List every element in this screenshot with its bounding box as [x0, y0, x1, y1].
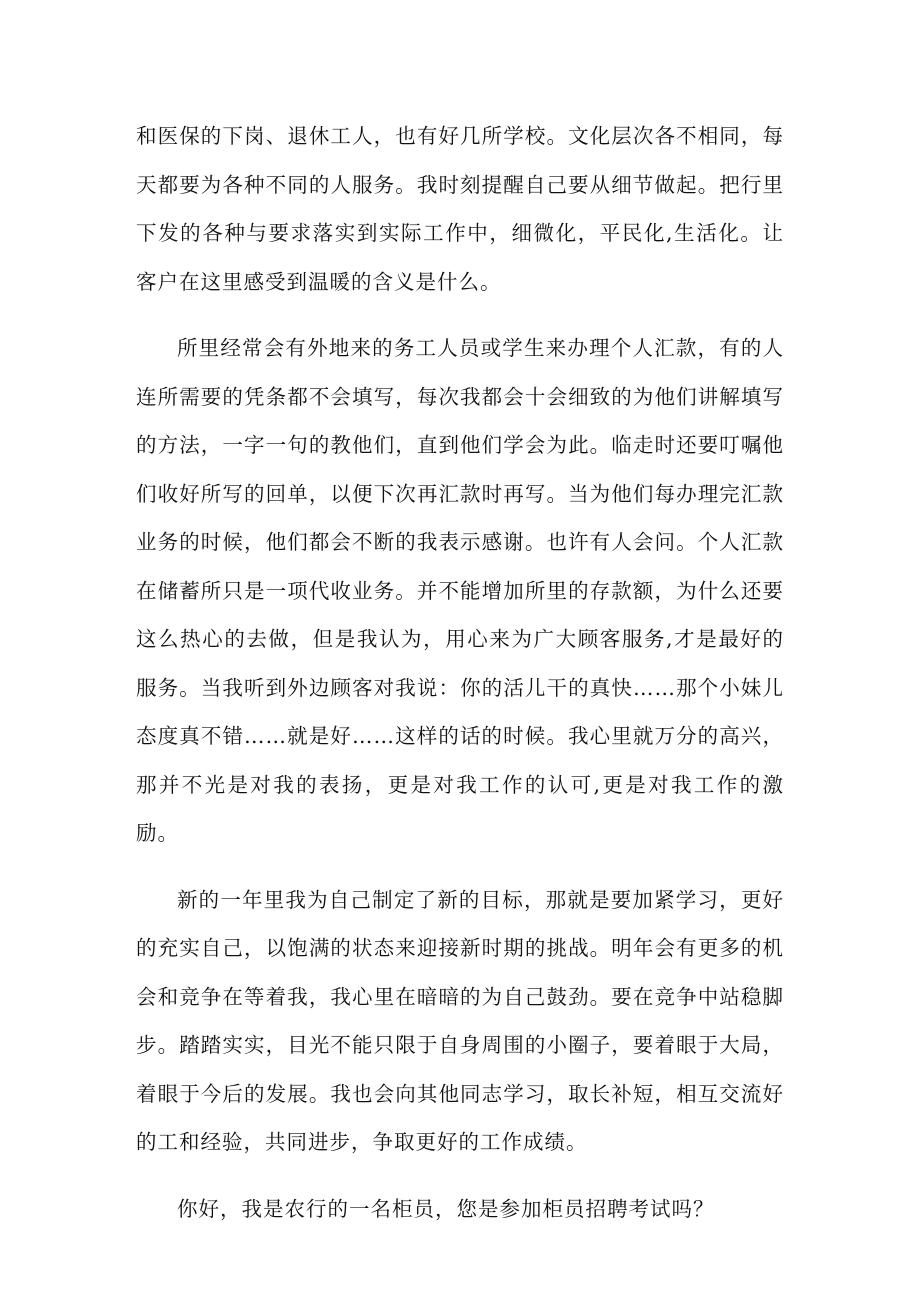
paragraph-4: 你好，我是农行的一名柜员，您是参加柜员招聘考试吗？	[177, 1196, 715, 1221]
paragraph-1: 和医保的下岗、退休工人，也有好几所学校。文化层次各不相同，每天都要为各种不同的人服务。我时刻提醒自己要从细节做起。把行里下发的各种与要求落实到实际工作中，细微化，平民化,生活化。让客户在这里感受到温暖的含义是什么。	[136, 124, 784, 294]
paragraph-3: 新的一年里我为自己制定了新的目标，那就是要加紧学习，更好的充实自己，以饱满的状态来迎接新时期的挑战。明年会有更多的机会和竞争在等着我，我心里在暗暗的为自己鼓劲。要在竞争中站稳脚步。踏踏实实，目光不能只限于自身周围的小圈子，要着眼于大局，着眼于今后的发展。我也会向其他同志学习，取长补短，相互交流好的工和经验，共同进步，争取更好的工作成绩。	[136, 887, 784, 1154]
document-body	[136, 112, 784, 1251]
paragraph-2: 所里经常会有外地来的务工人员或学生来办理个人汇款，有的人连所需要的凭条都不会填写，每次我都会十会细致的为他们讲解填写的方法，一字一句的教他们，直到他们学会为此。临走时还要叮嘱他们收好所写的回单，以便下次再汇款时再写。当为他们每办理完汇款业务的时候，他们都会不断的我表示感谢。也许有人会问。个人汇款在储蓄所只是一项代收业务。并不能增加所里的存款额，为什么还要这么热心的去做，但是我认为，用心来为广大顾客服务,才是最好的服务。当我听到外边顾客对我说：你的活儿干的真快……那个小妹儿态度真不错……就是好……这样的话的时候。我心里就万分的高兴，那并不光是对我的表扬，更是对我工作的认可,更是对我工作的激励。	[136, 336, 784, 845]
